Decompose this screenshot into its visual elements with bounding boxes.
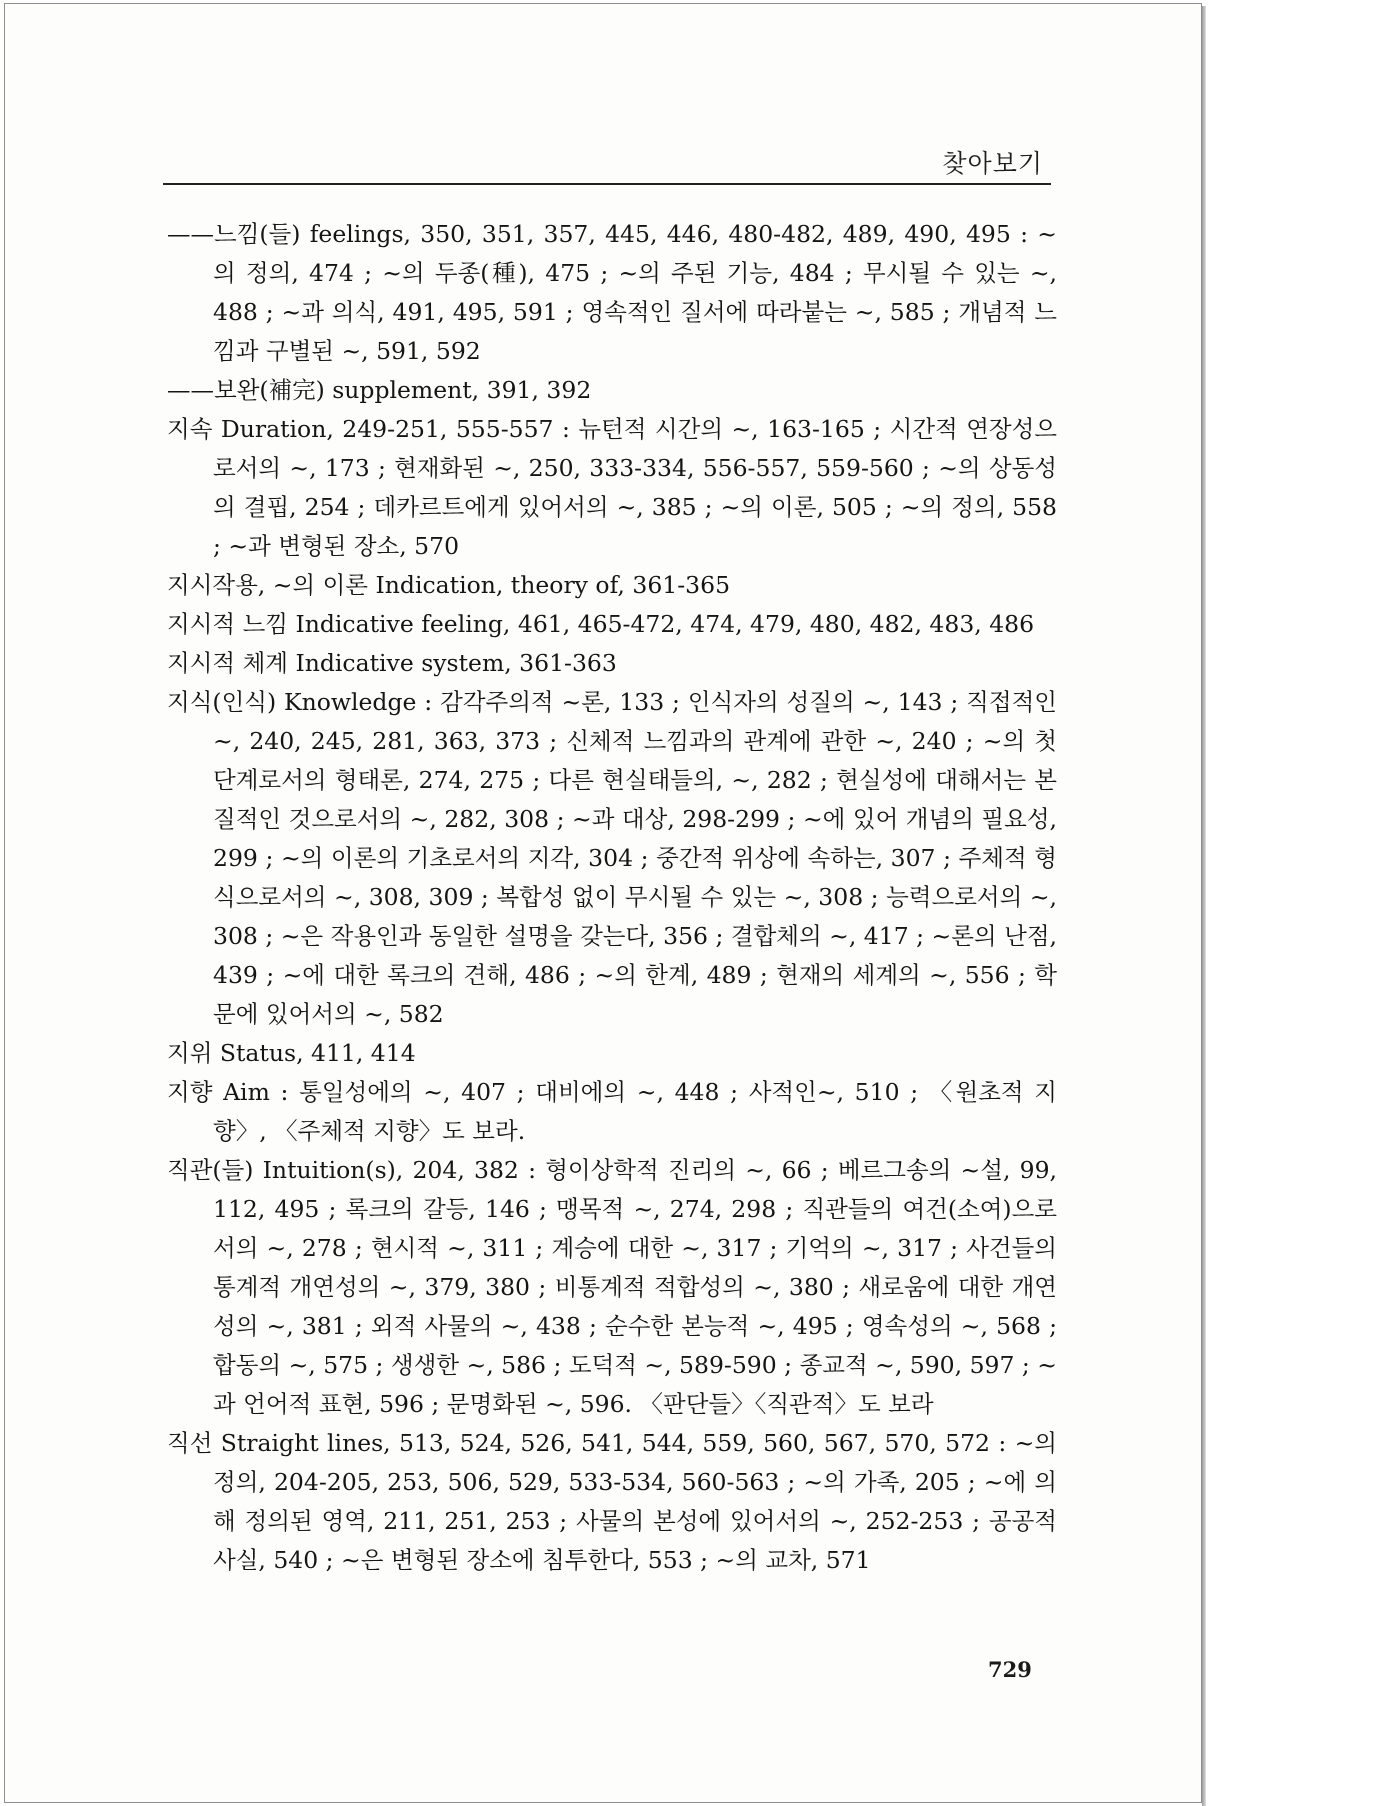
index-entry-indicative-system: 지시적 체계 Indicative system, 361-363 (167, 649, 617, 677)
index-entry-indicative-feeling: 지시적 느낌 Indicative feeling, 461, 465-472, 474, 479, 480, 482, 483, 486 (167, 610, 1035, 638)
index-entry-intuition: 직관(들) Intuition(s), 204, 382 : 형이상학적 진리의 ~, 66 ; 베르그송의 ~설, 99, 112, 495 ; 록크의 갈등, 146 ; 맹목적 ~, 274, 298 ; 직관들의 여건(소여)으로서의 ~, 278 ; 현시적 ~, 311 ; 계승에 대한 ~, 317 ; 기억의 ~, 317 ; 사건들의 통계적 개연성의 ~, 379, 380 ; 비통계적 적합성의 ~, 380 ; 새로움에 대한 개연성의 ~, 381 ; 외적 사물의 ~, 438 ; 순수한 본능적 ~, 495 ; 영속성의 ~, 568 ; 합동의 ~, 575 ; 생생한 ~, 586 ; 도덕적 ~, 589-590 ; 종교적 ~, 590, 597 ; ~과 언어적 표현, 596 ; 문명화된 ~, 596. 〈판단들〉〈직관적〉도 보라 (167, 1156, 1065, 1418)
header-rule (163, 183, 1051, 185)
index-entry-aim: 지향 Aim : 통일성에의 ~, 407 ; 대비에의 ~, 448 ; 사적인~, 510 ; 〈원초적 지향〉, 〈주체적 지향〉도 보라. (167, 1078, 1057, 1145)
index-entry-indication: 지시작용, ~의 이론 Indication, theory of, 361-365 (167, 571, 731, 599)
index-entry-feelings: ——느낌(들) feelings, 350, 351, 357, 445, 446, 480-482, 489, 490, 495 : ~의 정의, 474 ; ~의 두종(種), 475 ; ~의 주된 기능, 484 ; 무시될 수 있는 ~, 488 ; ~과 의식, 491, 495, 591 ; 영속적인 질서에 따라붙는 ~, 585 ; 개념적 느낌과 구별된 ~, 591, 592 (167, 220, 1065, 365)
index-entries (167, 215, 1065, 1580)
index-entry-straight-lines: 직선 Straight lines, 513, 524, 526, 541, 544, 559, 560, 567, 570, 572 : ~의 정의, 204-205, 253, 506, 529, 533-534, 560-563 ; ~의 가족, 205 ; ~에 의해 정의된 영역, 211, 251, 253 ; 사물의 본성에 있어서의 ~, 252-253 ; 공공적 사실, 540 ; ~은 변형된 장소에 침투한다, 553 ; ~의 교차, 571 (167, 1429, 1065, 1574)
page-number: 729 (988, 1657, 1032, 1682)
running-head: 찾아보기 (942, 149, 1043, 178)
index-entry-knowledge: 지식(인식) Knowledge : 감각주의적 ~론, 133 ; 인식자의 성질의 ~, 143 ; 직접적인 ~, 240, 245, 281, 363, 373 ; 신체적 느낌과의 관계에 관한 ~, 240 ; ~의 첫 단계로서의 형태론, 274, 275 ; 다른 현실태들의, ~, 282 ; 현실성에 대해서는 본질적인 것으로서의 ~, 282, 308 ; ~과 대상, 298-299 ; ~에 있어 개념의 필요성, 299 ; ~의 이론의 기초로서의 지각, 304 ; 중간적 위상에 속하는, 307 ; 주체적 형식으로서의 ~, 308, 309 ; 복합성 없이 무시될 수 있는 ~, 308 ; 능력으로서의 ~, 308 ; ~은 작용인과 동일한 설명을 갖는다, 356 ; 결합체의 ~, 417 ; ~론의 난점, 439 ; ~에 대한 록크의 견해, 486 ; ~의 한계, 489 ; 현재의 세계의 ~, 556 ; 학문에 있어서의 ~, 582 (167, 688, 1065, 1028)
index-entry-supplement: ——보완(補完) supplement, 391, 392 (167, 376, 592, 404)
index-entry-status: 지위 Status, 411, 414 (167, 1039, 416, 1067)
book-page (4, 3, 1202, 1803)
index-entry-duration: 지속 Duration, 249-251, 555-557 : 뉴턴적 시간의 ~, 163-165 ; 시간적 연장성으로서의 ~, 173 ; 현재화된 ~, 250, 333-334, 556-557, 559-560 ; ~의 상동성의 결핍, 254 ; 데카르트에게 있어서의 ~, 385 ; ~의 이론, 505 ; ~의 정의, 558 ; ~과 변형된 장소, 570 (167, 415, 1065, 560)
page-edge-shadow (1202, 6, 1206, 1806)
